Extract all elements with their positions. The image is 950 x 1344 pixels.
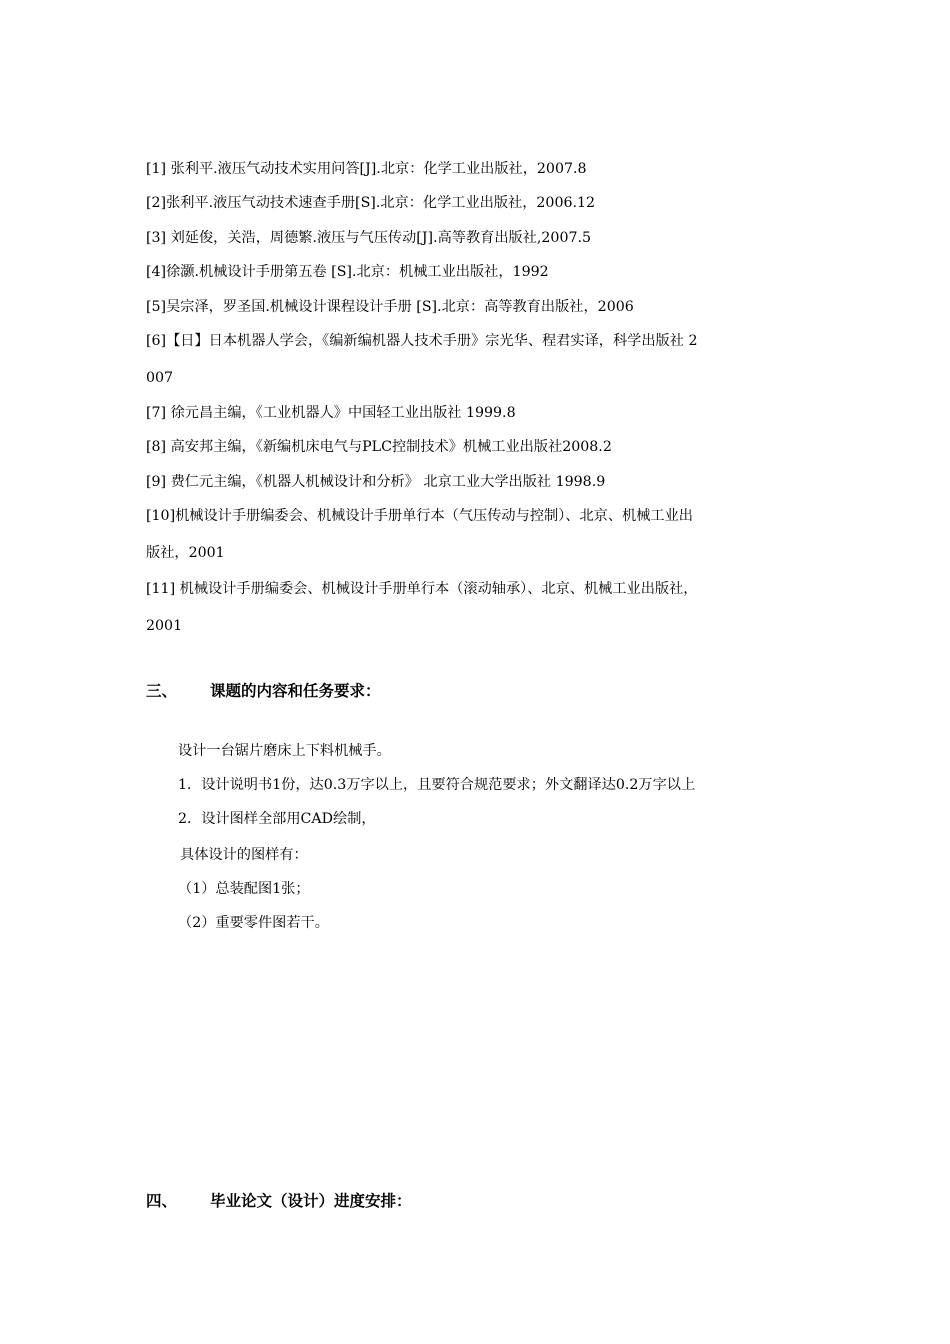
reference-item: [1] 张利平.液压气动技术实用问答[J].北京：化学工业出版社，2007.8 bbox=[146, 161, 587, 177]
reference-item-continuation: 007 bbox=[146, 370, 174, 386]
task-item: 1．设计说明书1份，达0.3万字以上，且要符合规范要求；外文翻译达0.2万字以上 bbox=[178, 777, 696, 793]
section-title: 课题的内容和任务要求： bbox=[210, 682, 381, 700]
section-heading-4 bbox=[146, 1190, 412, 1212]
section-number: 四、 bbox=[146, 1192, 178, 1210]
reference-item: [8] 高安邦主编，《新编机床电气与PLC控制技术》机械工业出版社2008.2 bbox=[146, 439, 612, 455]
reference-item: [6]【日】日本机器人学会，《编新编机器人技术手册》宗光华、程君实译，科学出版社 2 bbox=[146, 333, 698, 349]
task-item: （1）总装配图1张； bbox=[178, 881, 310, 897]
reference-item: [2]张利平.液压气动技术速查手册[S].北京：化学工业出版社，2006.12 bbox=[146, 195, 596, 211]
task-item: 具体设计的图样有： bbox=[180, 847, 308, 863]
reference-item: [7] 徐元昌主编，《工业机器人》中国轻工业出版社 1999.8 bbox=[146, 405, 516, 421]
reference-item: [10]机械设计手册编委会、机械设计手册单行本（气压传动与控制）、北京、机械工业出 bbox=[146, 508, 693, 524]
section-number: 三、 bbox=[146, 682, 178, 700]
reference-item: [11] 机械设计手册编委会、机械设计手册单行本（滚动轴承）、北京、机械工业出版社， bbox=[146, 581, 698, 597]
section-title: 毕业论文（设计）进度安排： bbox=[210, 1192, 412, 1210]
section-heading-3 bbox=[146, 680, 381, 702]
reference-item-continuation: 2001 bbox=[146, 618, 183, 634]
reference-item-continuation: 版社，2001 bbox=[146, 545, 225, 561]
task-item: （2）重要零件图若干。 bbox=[178, 915, 329, 931]
reference-item: [3] 刘延俊，关浩，周德繁.液压与气压传动[J].高等教育出版社,2007.5 bbox=[146, 230, 592, 246]
reference-item: [9] 费仁元主编，《机器人机械设计和分析》 北京工业大学出版社 1998.9 bbox=[146, 474, 606, 490]
reference-item: [4]徐灏.机械设计手册第五卷 [S].北京：机械工业出版社，1992 bbox=[146, 264, 549, 280]
reference-item: [5]吴宗泽，罗圣国.机械设计课程设计手册 [S].北京：高等教育出版社，2006 bbox=[146, 299, 634, 315]
task-item: 2．设计图样全部用CAD绘制， bbox=[178, 811, 376, 827]
task-item: 设计一台锯片磨床上下料机械手。 bbox=[178, 743, 391, 759]
